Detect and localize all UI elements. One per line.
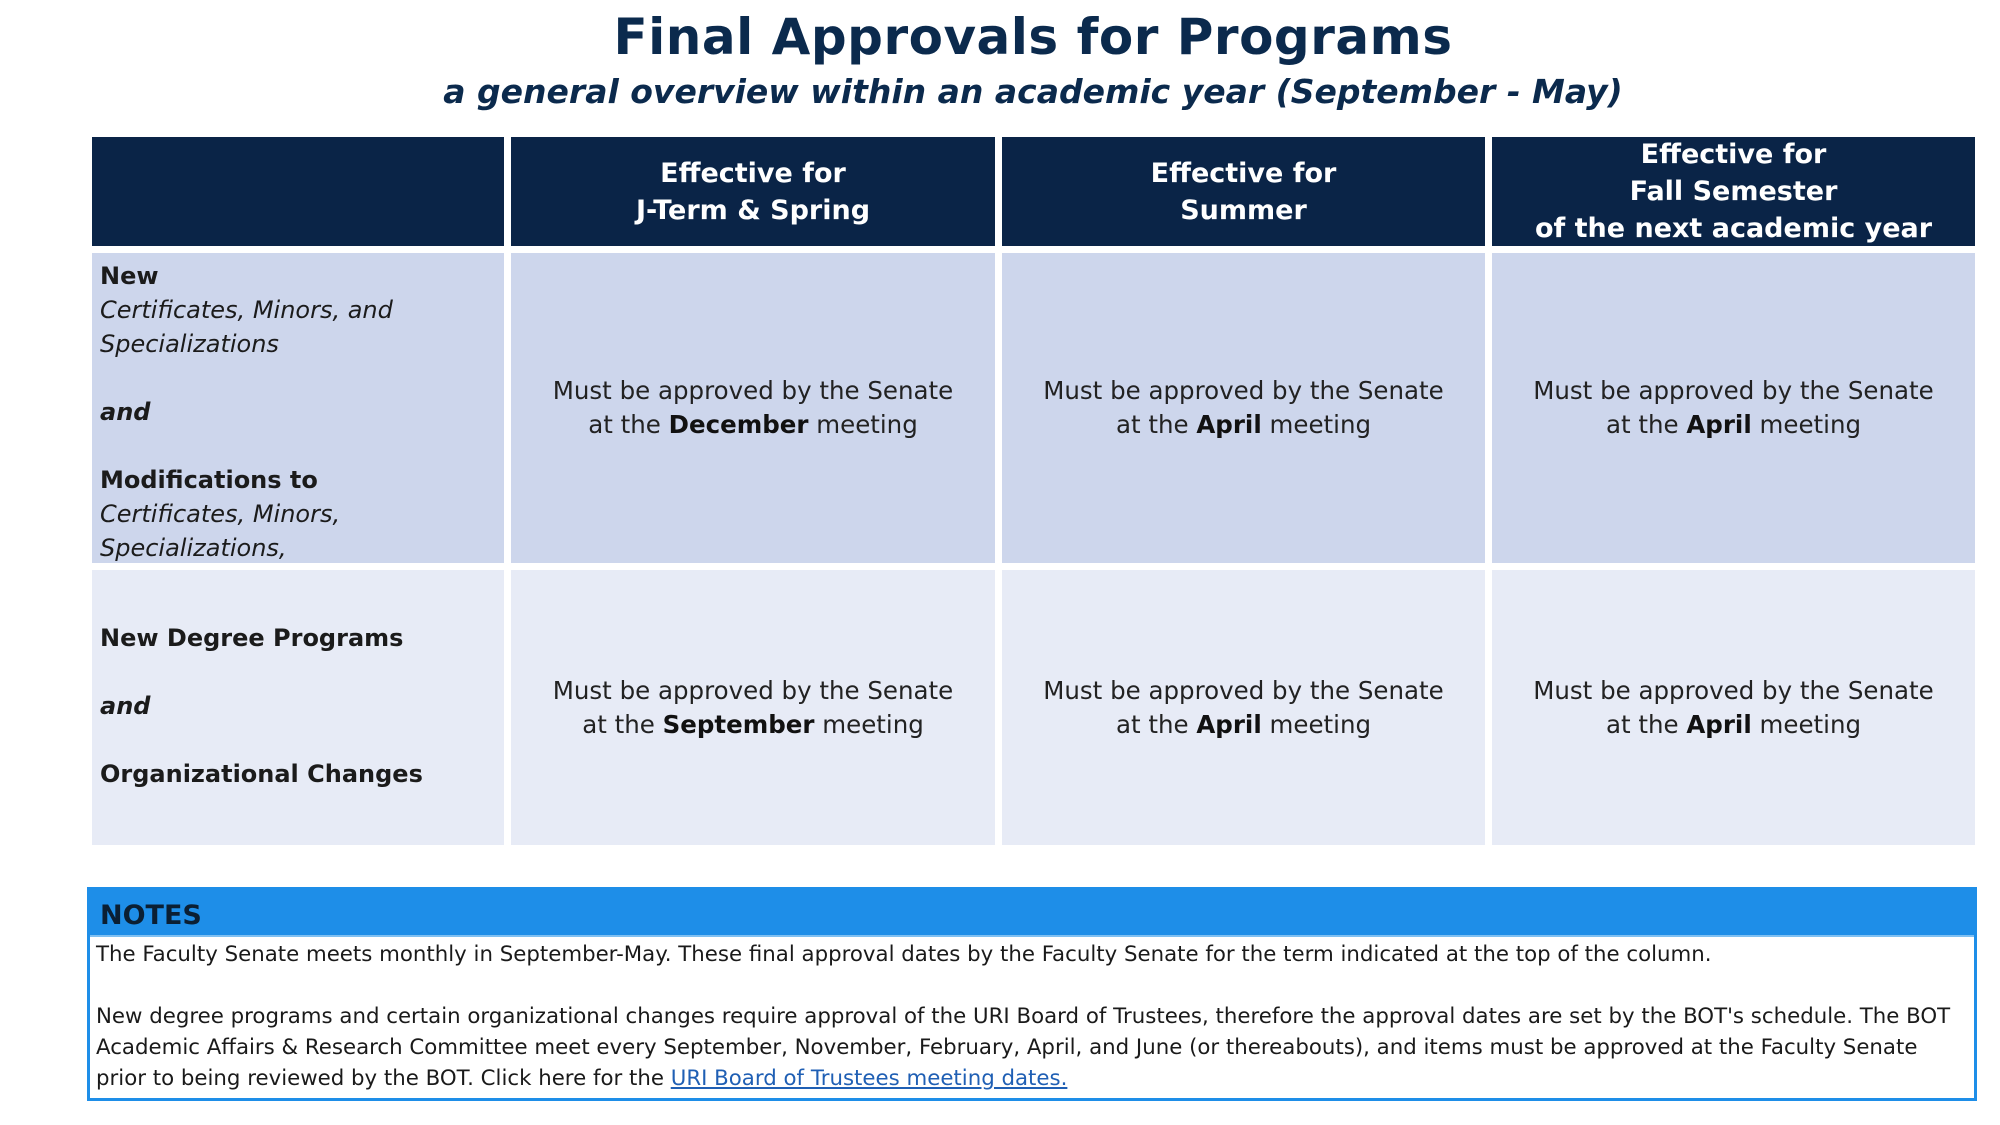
row-connector: and xyxy=(100,398,151,426)
table-corner-header xyxy=(92,137,504,246)
cell-text: meeting xyxy=(1751,410,1862,439)
row-heading: New xyxy=(100,262,159,290)
cell-month: April xyxy=(1196,410,1262,439)
row-heading: Modifications to xyxy=(100,466,318,494)
column-header-line: of the next academic year xyxy=(1534,213,1933,244)
column-header-line: Effective for xyxy=(1150,157,1337,189)
row-connector: and xyxy=(100,692,151,720)
cell-text: Must be approved by the Senate xyxy=(552,376,954,405)
column-header-line: Fall Semester xyxy=(1629,176,1838,207)
cell-text: Must be approved by the Senate xyxy=(1043,376,1444,405)
cell-text: meeting xyxy=(814,709,924,739)
cell-text: meeting xyxy=(808,410,918,439)
cell-month: September xyxy=(662,709,815,739)
page-title: Final Approvals for Programs xyxy=(613,8,1453,66)
page-subtitle: a general overview within an academic year (September - May) xyxy=(443,72,1623,111)
row-detail: Specializations xyxy=(100,330,279,358)
cell-month: December xyxy=(668,410,809,439)
column-header-fall xyxy=(1492,137,1975,246)
row-heading: Organizational Changes xyxy=(100,760,423,788)
table-cell xyxy=(1002,570,1485,845)
cell-text: Must be approved by the Senate xyxy=(1043,675,1444,705)
cell-text: at the xyxy=(582,709,663,739)
row-heading: New Degree Programs xyxy=(100,624,404,652)
cell-month: April xyxy=(1686,709,1752,739)
row-detail: Certificates, Minors, Specializations, xyxy=(100,500,341,562)
column-header-line: Effective for xyxy=(660,157,846,189)
notes-paragraph xyxy=(96,1001,1968,1094)
cell-text: Must be approved by the Senate xyxy=(1533,675,1934,705)
cell-text: at the xyxy=(1115,709,1197,739)
table-cell xyxy=(511,253,995,563)
cell-text: meeting xyxy=(1261,709,1372,739)
notes-body xyxy=(90,937,1974,1094)
column-header-line: Effective for xyxy=(1640,139,1827,170)
table-cell xyxy=(1492,570,1975,845)
cell-month: April xyxy=(1196,709,1262,739)
notes-heading: NOTES xyxy=(90,890,1974,937)
cell-text: at the xyxy=(588,410,669,439)
row-header-degree-organizational xyxy=(92,570,504,845)
cell-text: at the xyxy=(1605,709,1687,739)
column-header-summer xyxy=(1002,137,1485,246)
notes-paragraph-text: New degree programs and certain organizational changes require approval of the URI Board of Trustees, therefore the approval dates are set by the BOT's schedule. The BOT Academic Affairs & Research Committee meet every September, November, February, April, and June (or thereabouts), and items must be approved at the Faculty Senate prior to being reviewed by the BOT. Click here for the xyxy=(96,1004,1951,1091)
cell-text: meeting xyxy=(1261,410,1372,439)
cell-text: Must be approved by the Senate xyxy=(1533,376,1934,405)
cell-text: Must be approved by the Senate xyxy=(552,675,954,705)
table-cell xyxy=(1002,253,1485,563)
cell-text: at the xyxy=(1605,410,1687,439)
cell-month: April xyxy=(1686,410,1752,439)
table-cell xyxy=(1492,253,1975,563)
bot-meeting-dates-link[interactable]: URI Board of Trustees meeting dates. xyxy=(670,1066,1068,1091)
row-header-certificates-modifications xyxy=(92,253,504,563)
approvals-table xyxy=(92,137,1975,845)
column-header-line: J-Term & Spring xyxy=(635,194,871,226)
cell-text: at the xyxy=(1115,410,1197,439)
notes-box xyxy=(87,887,1977,1101)
column-header-line: Summer xyxy=(1180,194,1307,226)
column-header-jterm-spring xyxy=(511,137,995,246)
row-detail: Certificates, Minors, and xyxy=(100,296,393,324)
cell-text: meeting xyxy=(1751,709,1862,739)
notes-paragraph: The Faculty Senate meets monthly in September-May. These final approval dates by the Faculty Senate for the term indicated at the top of the column. xyxy=(96,942,1712,967)
table-cell xyxy=(511,570,995,845)
